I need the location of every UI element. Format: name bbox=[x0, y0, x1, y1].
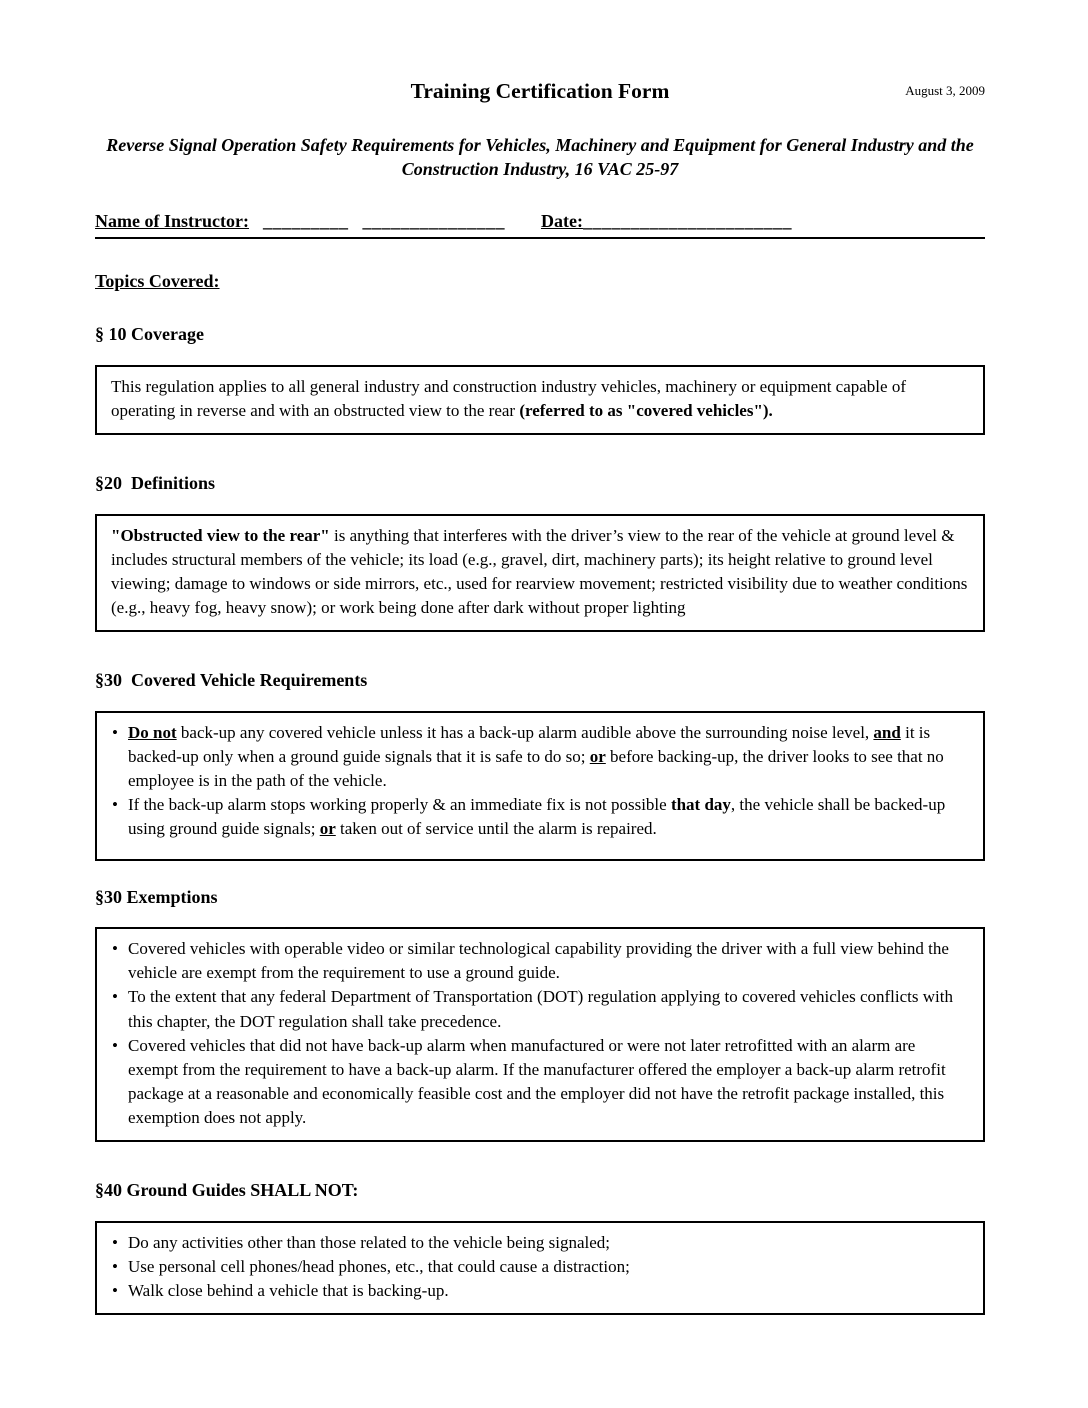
text-segment: that day bbox=[670, 794, 731, 814]
date-stamp: August 3, 2009 bbox=[905, 83, 985, 98]
date-blank: ______________________ bbox=[582, 211, 792, 232]
instructor-blank-2: _______________ bbox=[362, 211, 505, 232]
exemptions-box bbox=[95, 927, 985, 1142]
section-heading-40-ground-guides: §40 Ground Guides SHALL NOT: bbox=[95, 1180, 359, 1201]
ground-guides-bullet-2 bbox=[111, 1255, 969, 1279]
definitions-paragraph bbox=[111, 524, 969, 621]
section-heading-20-definitions: §20 Definitions bbox=[95, 473, 216, 493]
text-segment: If the back-up alarm stops working properly & an immediate fix is not possible bbox=[128, 794, 671, 814]
text-segment: (referred to as "covered vehicles"). bbox=[519, 400, 773, 420]
text-segment: Do any activities other than those related to the vehicle being signaled; bbox=[128, 1232, 610, 1252]
text-segment: Covered vehicles with operable video or similar technological capability providing the driver with a full view behind the vehicle are exempt from the requirement to use a ground guide. bbox=[128, 939, 949, 983]
text-segment: and bbox=[873, 722, 901, 742]
section-heading-10-coverage: § 10 Coverage bbox=[95, 324, 204, 345]
text-segment: or bbox=[319, 819, 336, 839]
text-segment: taken out of service until the alarm is repaired. bbox=[335, 819, 657, 839]
exemptions-bullet-2 bbox=[111, 985, 969, 1033]
ground-guides-bullet-3 bbox=[111, 1279, 969, 1303]
exemptions-bullet-list bbox=[111, 937, 969, 1130]
exemptions-bullet-3 bbox=[111, 1034, 969, 1131]
text-segment: Covered vehicles that did not have back-up alarm when manufactured or were not later retrofitted with an alarm are exempt from the requirement to have a back-up alarm. If the manufacturer offered the employer a back-up alarm retrofit package at a reasonable and economically feasible cost and the employer did not have the retrofit package installed, this exemption does not apply. bbox=[128, 1035, 946, 1128]
coverage-box bbox=[95, 365, 985, 435]
topics-covered-heading: Topics Covered: bbox=[95, 270, 220, 291]
section-heading-30-exemptions: §30 Exemptions bbox=[95, 886, 218, 907]
requirements-bullet-2 bbox=[111, 793, 969, 841]
requirements-bullet-list bbox=[111, 721, 969, 842]
text-segment: To the extent that any federal Department of Transportation (DOT) regulation applying to covered vehicles conflicts with this chapter, the DOT regulation shall take precedence. bbox=[128, 987, 953, 1031]
date-label: Date: bbox=[540, 211, 583, 232]
text-segment: before backing-up, the driver looks to see that no employee is in the path of the vehicle. bbox=[128, 746, 944, 790]
text-segment: Use personal cell phones/head phones, etc., that could cause a distraction; bbox=[128, 1256, 630, 1276]
instructor-label: Name of Instructor: bbox=[95, 211, 249, 232]
definitions-box bbox=[95, 514, 985, 633]
ground-guides-bullet-list bbox=[111, 1231, 969, 1303]
text-segment: This regulation applies to all general industry and construction industry vehicles, machinery or equipment capable of operating in reverse and with an obstructed view to the rear bbox=[111, 376, 906, 420]
text-segment: is anything that interferes with the driver’s view to the rear of the vehicle at ground level & includes structural members of the vehicle; its load (e.g., gravel, dirt, machinery parts); its height relative to ground level viewing; damage to windows or side mirrors, etc., used for rearview movement; restricted visibility due to weather conditions (e.g., heavy fog, heavy snow); or work being done after dark without proper lighting bbox=[111, 525, 968, 617]
instructor-blank-1: _________ bbox=[262, 211, 349, 232]
page-title: Training Certification Form bbox=[410, 79, 670, 103]
document-header bbox=[95, 76, 985, 107]
requirements-bullet-1 bbox=[111, 721, 969, 793]
section-heading-30-requirements: §30 Covered Vehicle Requirements bbox=[95, 670, 368, 691]
document-subtitle: Reverse Signal Operation Safety Requirements for Vehicles, Machinery and Equipment for General Industry and the Construction Industry, 16 VAC 25-97 bbox=[106, 134, 974, 179]
text-segment: it is backed-up only when a ground guide signals that it is safe to do so; bbox=[128, 722, 931, 766]
text-segment: Walk close behind a vehicle that is backing-up. bbox=[128, 1280, 449, 1300]
text-segment: back-up any covered vehicle unless it has a back-up alarm audible above the surrounding noise level, bbox=[176, 722, 874, 742]
text-segment: Do not bbox=[128, 722, 177, 742]
exemptions-bullet-1 bbox=[111, 937, 969, 985]
text-segment: or bbox=[589, 746, 606, 766]
instructor-date-line bbox=[95, 209, 985, 239]
requirements-box bbox=[95, 711, 985, 861]
text-segment: , the vehicle shall be backed-up using ground guide signals; bbox=[128, 794, 946, 839]
ground-guides-box bbox=[95, 1221, 985, 1315]
text-segment: "Obstructed view to the rear" bbox=[111, 525, 330, 545]
ground-guides-bullet-1 bbox=[111, 1231, 969, 1255]
coverage-paragraph bbox=[111, 375, 969, 423]
